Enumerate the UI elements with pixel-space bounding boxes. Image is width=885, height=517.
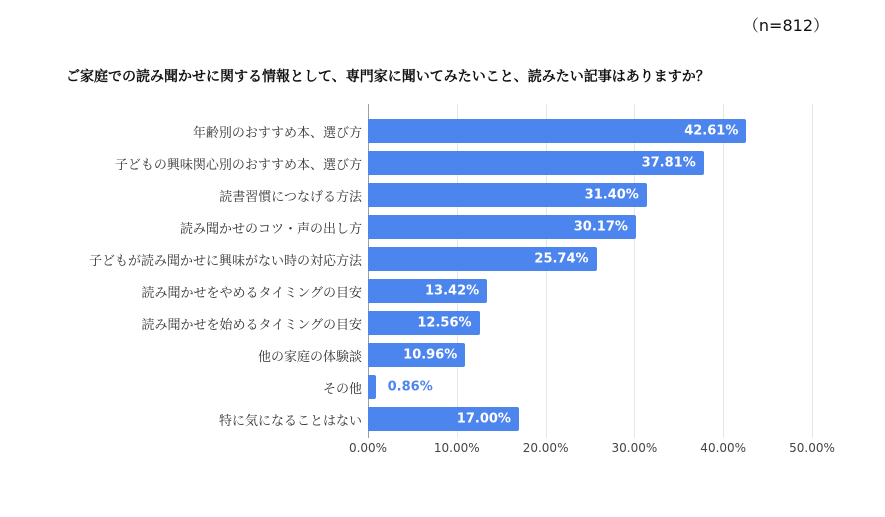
value-label: 17.00% <box>456 411 511 427</box>
value-label: 13.42% <box>425 283 480 299</box>
value-label: 37.81% <box>641 155 696 171</box>
chart-row <box>0 115 812 147</box>
x-tick-label: 10.00% <box>433 441 480 455</box>
category-label: 読み聞かせをやめるタイミングの目安 <box>141 285 362 301</box>
chart-row <box>0 211 812 243</box>
chart-row <box>0 243 812 275</box>
chart-row <box>0 275 812 307</box>
sample-size-label: （n=812） <box>742 16 829 35</box>
bar <box>368 183 647 207</box>
value-label: 25.74% <box>534 251 589 267</box>
value-label: 12.56% <box>417 315 472 331</box>
category-label: 子どもの興味関心別のおすすめ本、選び方 <box>114 157 362 173</box>
bar <box>368 311 480 335</box>
x-tick-label: 50.00% <box>789 441 835 455</box>
x-tick-label: 0.00% <box>348 441 388 455</box>
bar <box>368 215 636 239</box>
x-tick-label: 20.00% <box>522 441 569 455</box>
x-axis <box>348 441 835 457</box>
value-label: 31.40% <box>584 187 639 203</box>
bar-track <box>368 183 812 207</box>
value-label: 42.61% <box>684 123 739 139</box>
chart-row <box>0 339 812 371</box>
bar <box>368 119 746 143</box>
bar-track <box>368 407 812 431</box>
bar <box>368 247 597 271</box>
bar-rows <box>0 115 812 435</box>
bar <box>368 407 519 431</box>
bar-track <box>368 375 812 399</box>
category-label: 年齢別のおすすめ本、選び方 <box>192 125 362 141</box>
bar <box>368 151 704 175</box>
chart-row <box>0 179 812 211</box>
x-tick-label: 40.00% <box>700 441 747 455</box>
category-label: 子どもが読み聞かせに興味がない時の対応方法 <box>88 253 362 269</box>
chart-row <box>0 147 812 179</box>
bar-track <box>368 119 812 143</box>
category-label: 読み聞かせを始めるタイミングの目安 <box>141 317 362 333</box>
bar-track <box>368 215 812 239</box>
bar-track <box>368 247 812 271</box>
category-label: 読書習慣につなげる方法 <box>219 189 362 205</box>
bar-track <box>368 279 812 303</box>
chart-title: ご家庭での読み聞かせに関する情報として、専門家に聞いてみたいこと、読みたい記事はありますか？ <box>66 69 710 85</box>
value-label: 0.86% <box>387 379 433 395</box>
category-label: 他の家庭の体験談 <box>257 349 362 365</box>
value-label: 30.17% <box>573 219 628 235</box>
category-label: 読み聞かせのコツ・声の出し方 <box>179 221 362 237</box>
category-label: 特に気になることはない <box>218 413 362 429</box>
bar-track <box>368 311 812 335</box>
bar <box>368 375 376 399</box>
x-tick-label: 30.00% <box>611 441 658 455</box>
bar-track <box>368 343 812 367</box>
chart-row <box>0 307 812 339</box>
chart-row <box>0 403 812 435</box>
chart-row <box>0 371 812 403</box>
gridline <box>812 104 813 438</box>
bar-track <box>368 151 812 175</box>
bar <box>368 343 465 367</box>
bar <box>368 279 487 303</box>
category-label: その他 <box>322 381 362 397</box>
value-label: 10.96% <box>403 347 458 363</box>
